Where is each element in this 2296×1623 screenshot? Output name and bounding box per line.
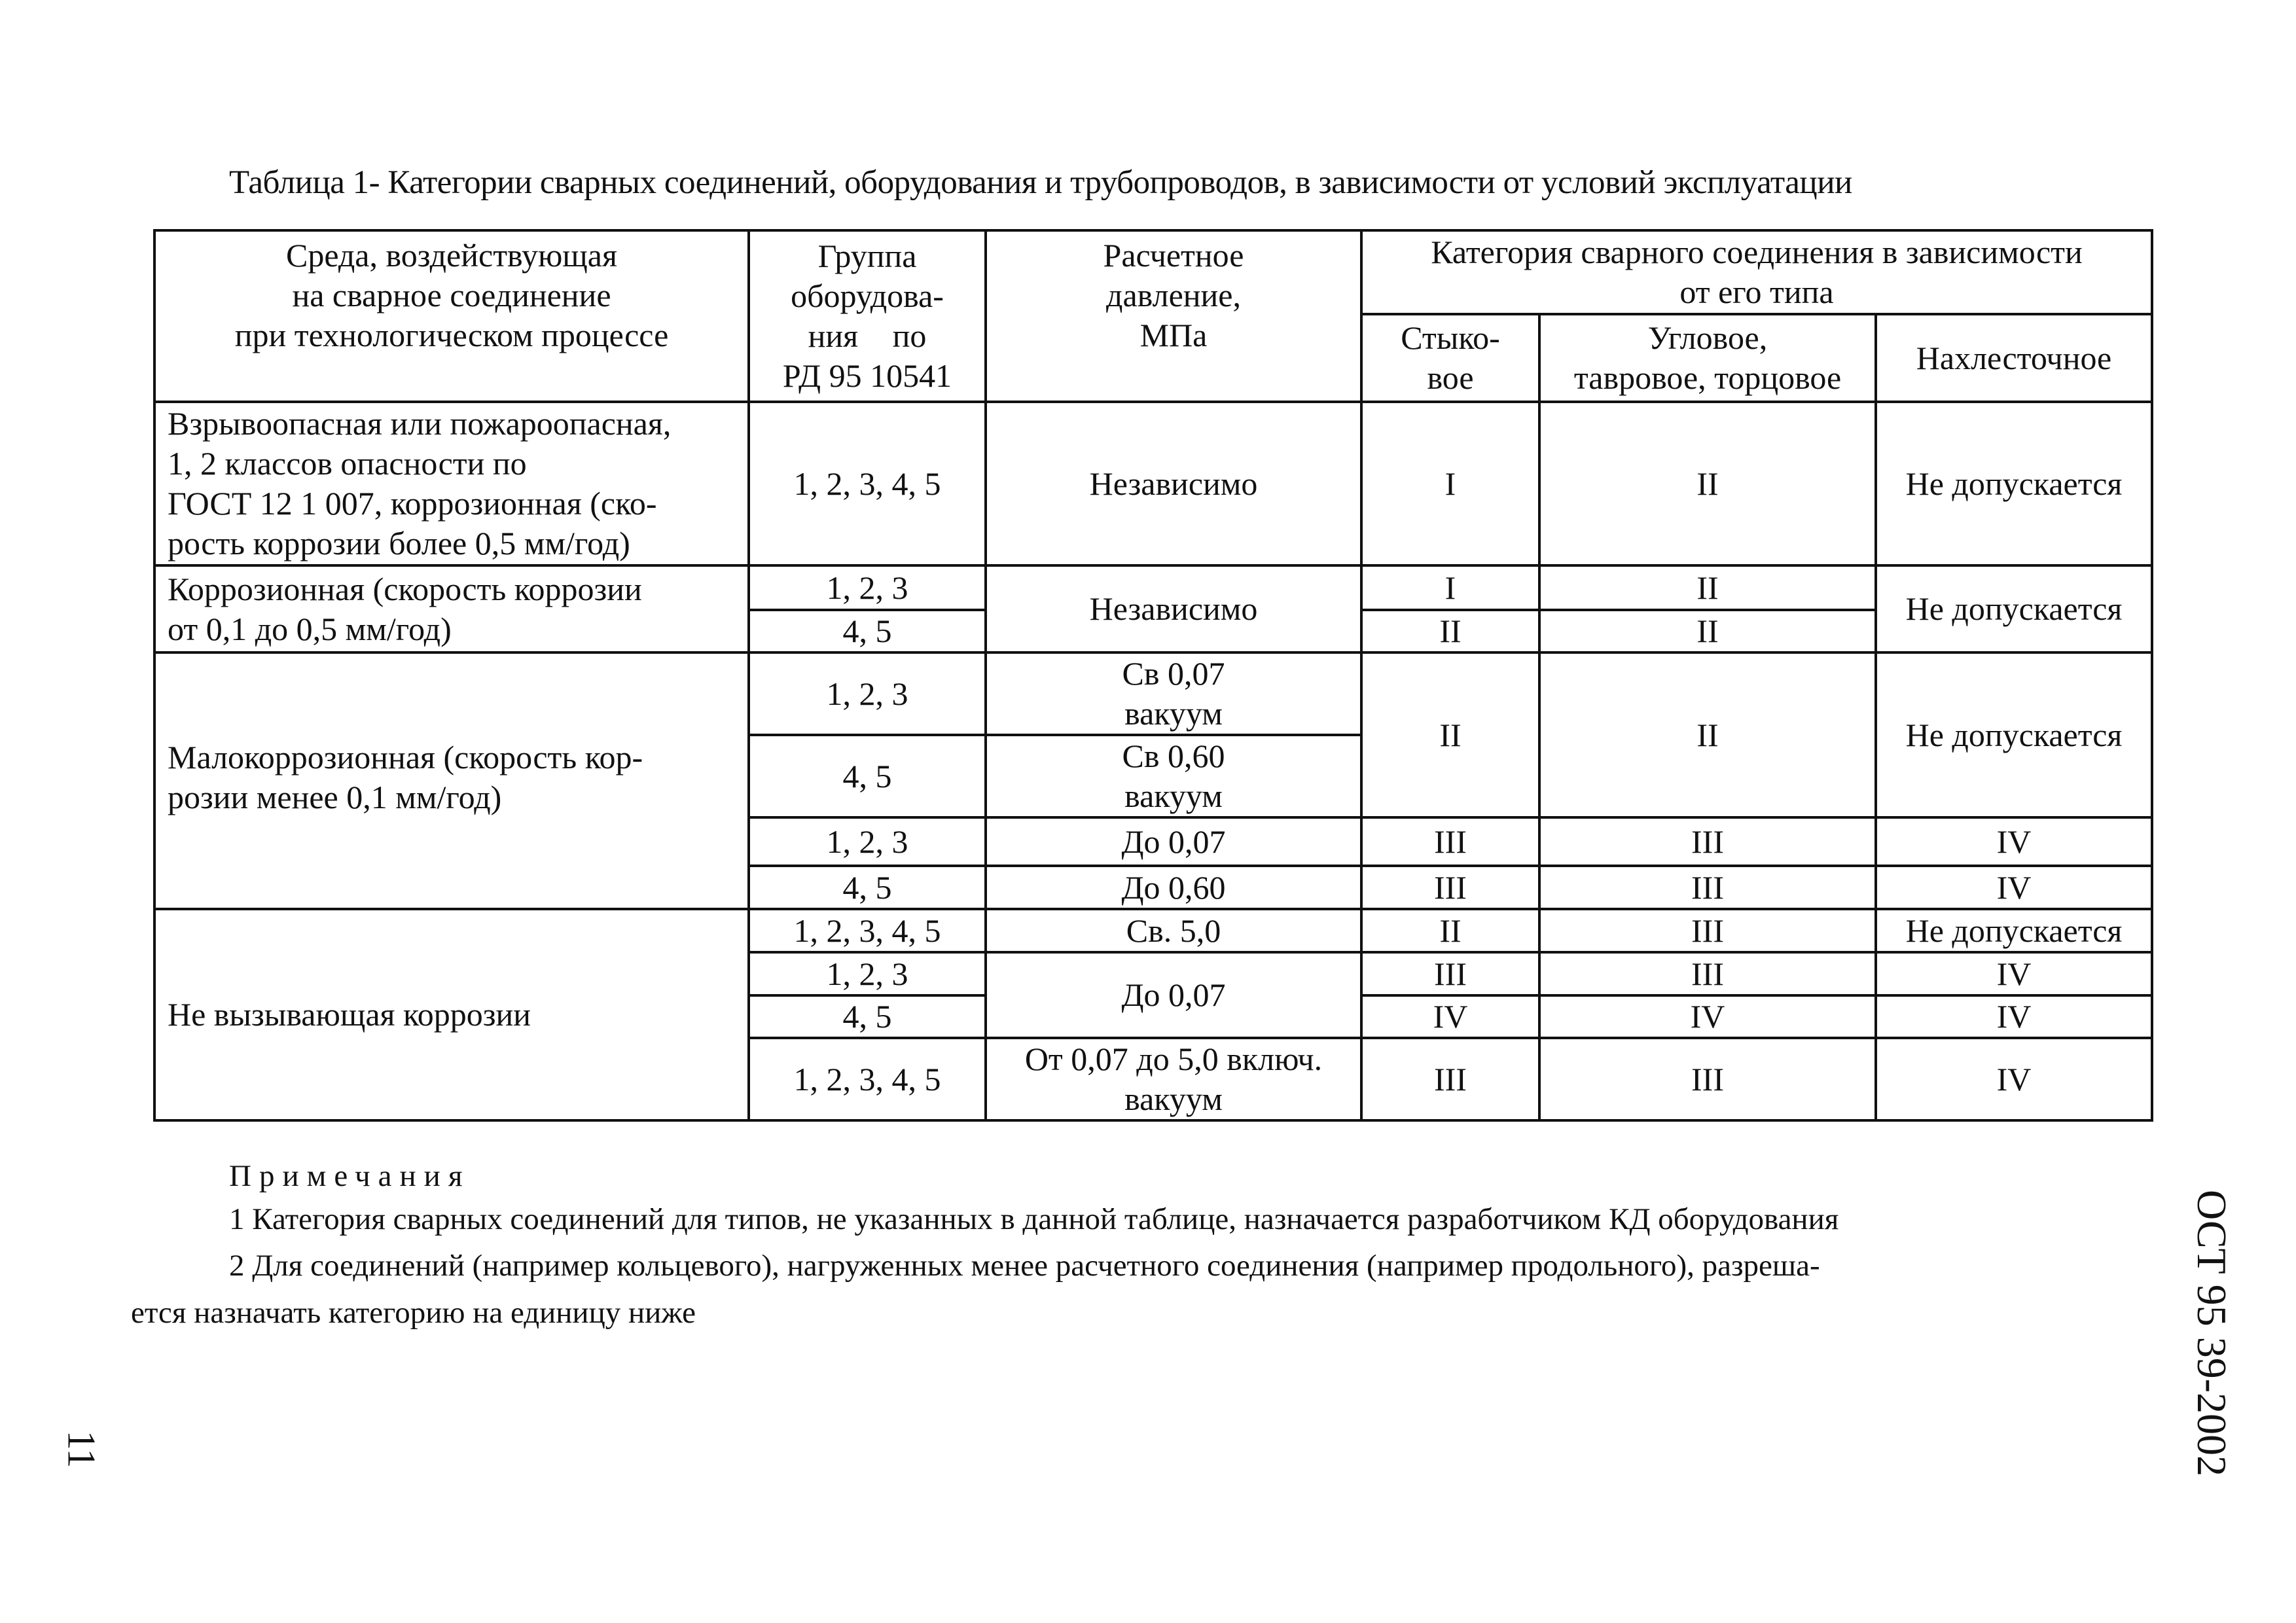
- cell-medium: [154, 402, 749, 565]
- header-medium-line: Среда, воздействующая: [285, 237, 617, 274]
- note-2-line-2: ется назначать категорию на единицу ниже: [131, 1295, 696, 1330]
- cell-pressure: До 0,07: [986, 817, 1361, 866]
- header-angle: [1539, 314, 1876, 402]
- cell-angle: II: [1539, 652, 1876, 817]
- cell-group: 1, 2, 3, 4, 5: [749, 909, 986, 952]
- header-group-line: оборудова-: [791, 277, 944, 314]
- cell-pressure: [986, 652, 1361, 735]
- table-row: [154, 402, 2152, 565]
- cell-group: 4, 5: [749, 610, 986, 652]
- header-group-line: Группа: [817, 238, 917, 274]
- cell-medium-line: 1, 2 классов опасности по: [168, 445, 527, 482]
- cell-butt: III: [1361, 817, 1539, 866]
- cell-angle: II: [1539, 610, 1876, 652]
- cell-medium-line: ГОСТ 12 1 007, коррозионная (ско-: [168, 485, 657, 522]
- cell-angle: III: [1539, 952, 1876, 995]
- cell-lap: IV: [1876, 952, 2152, 995]
- cell-angle: II: [1539, 565, 1876, 610]
- cell-group: 4, 5: [749, 735, 986, 817]
- header-category-line: Категория сварного соединения в зависимости: [1431, 234, 2083, 270]
- cell-butt: II: [1361, 610, 1539, 652]
- header-medium-line: при технологическом процессе: [234, 317, 669, 353]
- header-pressure-line: МПа: [1139, 317, 1208, 353]
- cell-lap: IV: [1876, 995, 2152, 1038]
- cell-pressure: Независимо: [986, 402, 1361, 565]
- table-row: [154, 652, 2152, 735]
- category-table: [153, 229, 2153, 1122]
- cell-group: 1, 2, 3: [749, 952, 986, 995]
- table-row: [154, 909, 2152, 952]
- cell-medium-line: розии менее 0,1 мм/год): [168, 779, 502, 815]
- cell-angle: II: [1539, 402, 1876, 565]
- cell-group: 4, 5: [749, 995, 986, 1038]
- cell-group: 1, 2, 3, 4, 5: [749, 1038, 986, 1120]
- cell-medium-line: от 0,1 до 0,5 мм/год): [168, 610, 452, 647]
- cell-group: 1, 2, 3: [749, 565, 986, 610]
- cell-pressure: [986, 735, 1361, 817]
- table-caption: Таблица 1- Категории сварных соединений, оборудования и трубопроводов, в зависимости от условий эксплуатации: [229, 164, 1852, 201]
- cell-pressure-line: вакуум: [1124, 777, 1223, 814]
- cell-butt: III: [1361, 1038, 1539, 1120]
- cell-butt: III: [1361, 866, 1539, 909]
- notes-title: Примечания: [229, 1159, 471, 1193]
- cell-medium: [154, 565, 749, 652]
- cell-butt: I: [1361, 565, 1539, 610]
- cell-lap: Не допускается: [1876, 652, 2152, 817]
- cell-lap: Не допускается: [1876, 565, 2152, 652]
- cell-angle: III: [1539, 909, 1876, 952]
- cell-pressure-line: Св 0,60: [1122, 738, 1225, 774]
- header-butt-line: Стыко-: [1401, 319, 1500, 356]
- header-medium: [154, 230, 749, 402]
- cell-lap: IV: [1876, 817, 2152, 866]
- document-code: ОСТ 95 39-2002: [2189, 1189, 2236, 1477]
- notes-section: [131, 1158, 2160, 1339]
- cell-medium: [154, 652, 749, 909]
- cell-group: 1, 2, 3: [749, 652, 986, 735]
- header-medium-line: на сварное соединение: [292, 277, 611, 313]
- cell-medium-line: Коррозионная (скорость коррозии: [168, 570, 642, 607]
- cell-butt: I: [1361, 402, 1539, 565]
- cell-angle: III: [1539, 1038, 1876, 1120]
- note-2-line-1: 2 Для соединений (например кольцевого), нагруженных менее расчетного соединения (например продольного), разреша-: [229, 1249, 1820, 1283]
- header-pressure-line: Расчетное: [1103, 237, 1244, 274]
- cell-pressure: [986, 1038, 1361, 1120]
- cell-lap: IV: [1876, 866, 2152, 909]
- cell-butt: II: [1361, 909, 1539, 952]
- cell-medium-line: рость коррозии более 0,5 мм/год): [168, 525, 630, 562]
- category-table-container: [153, 229, 2153, 1122]
- cell-pressure-line: вакуум: [1124, 1080, 1223, 1117]
- cell-lap: Не допускается: [1876, 402, 2152, 565]
- cell-butt: II: [1361, 652, 1539, 817]
- table-row: [154, 565, 2152, 610]
- cell-pressure-line: От 0,07 до 5,0 включ.: [1024, 1041, 1323, 1077]
- cell-pressure: До 0,07: [986, 952, 1361, 1038]
- cell-angle: III: [1539, 817, 1876, 866]
- cell-angle: III: [1539, 866, 1876, 909]
- cell-group: 1, 2, 3: [749, 817, 986, 866]
- cell-butt: IV: [1361, 995, 1539, 1038]
- cell-pressure: Св. 5,0: [986, 909, 1361, 952]
- cell-medium-line: Малокоррозионная (скорость кор-: [168, 739, 643, 776]
- header-butt: [1361, 314, 1539, 402]
- note-1: 1 Категория сварных соединений для типов, не указанных в данной таблице, назначается разработчиком КД оборудования: [229, 1202, 1839, 1236]
- header-group-line: ния по: [808, 317, 927, 354]
- cell-pressure: До 0,60: [986, 866, 1361, 909]
- page-number: 11: [60, 1430, 103, 1469]
- cell-pressure: Независимо: [986, 565, 1361, 652]
- header-pressure: [986, 230, 1361, 402]
- cell-angle: IV: [1539, 995, 1876, 1038]
- cell-medium-line: Взрывоопасная или пожароопасная,: [168, 405, 672, 442]
- header-row-1: [154, 230, 2152, 314]
- header-angle-line: тавровое, торцовое: [1573, 359, 1842, 396]
- cell-lap: Не допускается: [1876, 909, 2152, 952]
- header-lap: Нахлесточное: [1876, 314, 2152, 402]
- header-butt-line: вое: [1427, 359, 1474, 396]
- cell-lap: IV: [1876, 1038, 2152, 1120]
- cell-group: 1, 2, 3, 4, 5: [749, 402, 986, 565]
- cell-pressure-line: Св 0,07: [1122, 655, 1225, 692]
- cell-butt: III: [1361, 952, 1539, 995]
- cell-medium: Не вызывающая коррозии: [154, 909, 749, 1120]
- header-group-line: РД 95 10541: [782, 357, 952, 394]
- cell-pressure-line: вакуум: [1124, 695, 1223, 732]
- header-category-line: от его типа: [1679, 274, 1834, 310]
- header-group: [749, 230, 986, 402]
- header-category: [1361, 230, 2152, 314]
- cell-group: 4, 5: [749, 866, 986, 909]
- header-angle-line: Угловое,: [1647, 319, 1768, 356]
- header-pressure-line: давление,: [1106, 277, 1241, 313]
